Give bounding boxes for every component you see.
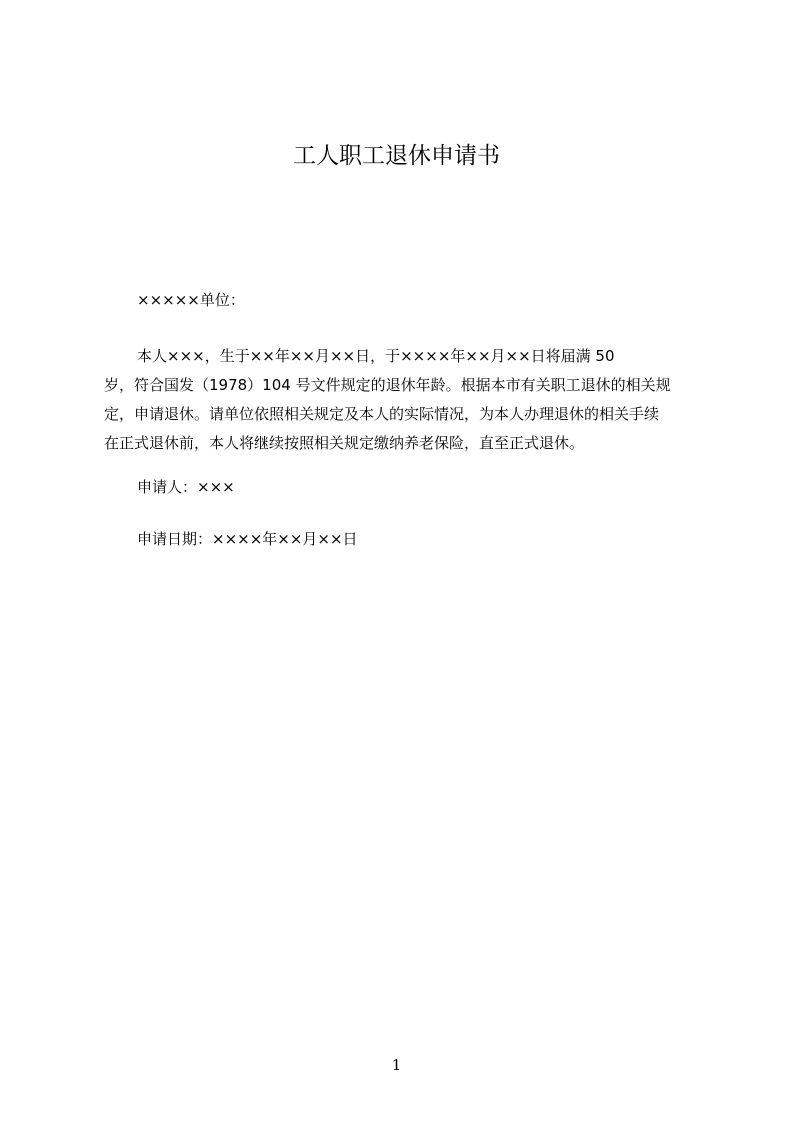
body-line: 岁，符合国发（1978）104 号文件规定的退休年龄。根据本市有关职工退休的相关规 [104,376,671,394]
body-paragraph [104,342,690,458]
document-title: 工人职工退休申请书 [293,143,500,169]
apply-date-line: 申请日期：××××年××月××日 [137,530,358,548]
applicant-line: 申请人：××× [137,478,235,496]
body-line: 在正式退休前，本人将继续按照相关规定缴纳养老保险，直至正式退休。 [104,434,585,452]
body-line: 本人×××，生于××年××月××日，于××××年××月××日将届满 50 [137,347,615,365]
salutation-line: ×××××单位： [137,291,245,309]
body-line: 定，申请退休。请单位依照相关规定及本人的实际情况，为本人办理退休的相关手续 [104,405,660,423]
page-number: 1 [391,1056,402,1074]
